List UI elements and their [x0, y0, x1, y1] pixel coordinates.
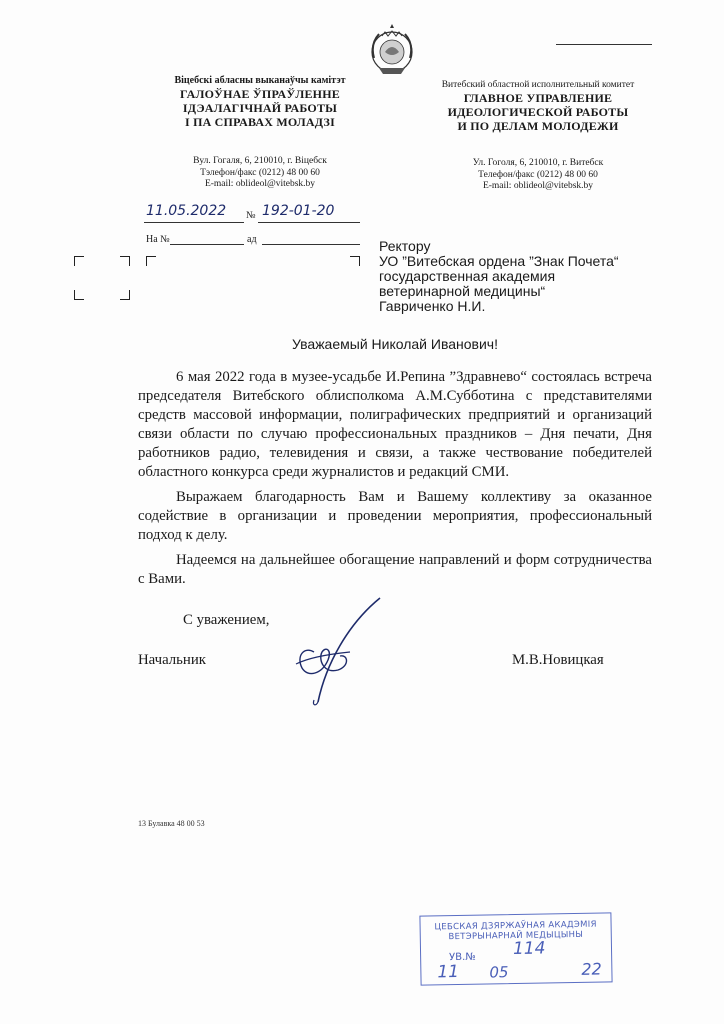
recipient-block [379, 239, 679, 314]
reg-line-ad [262, 244, 360, 245]
header-left-phone: Тэлефон/факс (0212) 48 00 60 [200, 167, 320, 178]
header-right-title-2: ИДЕОЛОГИЧЕСКОЙ РАБОТЫ [447, 105, 629, 119]
letter-paragraph-2: Выражаем благодарность Вам и Вашему коллективу за оказанное содействие в организации и проведении мероприятия, профессиональный подход к делу. [138, 489, 652, 543]
corner-mark-tr [120, 256, 130, 266]
recipient-org-2: государственная академия [379, 268, 556, 284]
corner-mark-tl-2 [146, 256, 156, 266]
stamp-line-2: ВЕТЭРЫНАРНАЙ МЕДЫЦЫНЫ [448, 929, 584, 943]
closing: С уважением, [183, 612, 270, 628]
recipient-name: Гавриченко Н.И. [379, 298, 486, 314]
header-right-street: Ул. Гоголя, 6, 210010, г. Витебск [472, 158, 604, 168]
emblem-icon [365, 22, 419, 78]
signature-icon [278, 594, 398, 714]
header-left-email: E-mail: oblideol@vitebsk.by [204, 179, 316, 189]
stamp-year: 22 [581, 959, 602, 979]
stamp-line-1: ЦЕБСКАЯ ДЗЯРЖАЎНАЯ АКАДЭМІЯ [434, 919, 597, 933]
header-left [150, 75, 370, 129]
reg-line-number [258, 222, 360, 223]
signer-name: М.В.Новицкая [512, 652, 604, 668]
print-note: 13 Булавка 48 00 53 [138, 819, 205, 828]
reg-number: 192-01-20 [262, 203, 335, 219]
header-left-title-1: ГАЛОЎНАЕ ЎПРАЎЛЕННЕ [180, 87, 340, 101]
header-right [428, 79, 648, 133]
reg-na-label: На № [146, 234, 170, 245]
recipient-org-3: ветеринарной медицины“ [379, 283, 546, 299]
reg-line-na [170, 244, 244, 245]
header-right-email: E-mail: oblideol@vitebsk.by [482, 181, 594, 191]
reg-no-label: № [246, 210, 256, 221]
corner-mark-bl [74, 290, 84, 300]
header-right-org: Витебский областной исполнительный комитет [441, 80, 635, 90]
recipient-org-1: УО ”Витебская ордена ”Знак Почета“ [379, 253, 619, 269]
stamp-day: 11 [437, 961, 460, 983]
recipient-position: Ректору [379, 238, 431, 254]
header-right-phone: Телефон/факс (0212) 48 00 60 [478, 169, 598, 180]
corner-mark-tr-2 [350, 256, 360, 266]
letter-paragraph-3: Надеемся на дальнейшее обогащение направлений и форм сотрудничества с Вами. [138, 552, 652, 587]
corner-mark-br [120, 290, 130, 300]
header-left-title-2: ІДЭАЛАГІЧНАЙ РАБОТЫ [182, 101, 338, 115]
header-left-org: Віцебскі абласны выканаўчы камітэт [174, 75, 346, 86]
header-left-street: Вул. Гогаля, 6, 210010, г. Віцебск [193, 156, 327, 166]
stamp-month: 05 [489, 963, 509, 982]
reg-ad-label: ад [247, 234, 257, 245]
letter-paragraph-1: 6 мая 2022 года в музее-усадьбе И.Репина ”Здравнево“ состоялась встреча председателя Витебского облисполкома А.М.Субботина с представителями средств массовой информации, полиграфических предприятий и организаций связи области по случаю профессиональных праздников – Дня печати, Дня работников радио, телевидения и связи, а также чествование победителей областного конкурса среди журналистов и редакций СМИ. [138, 369, 652, 480]
header-right-title-3: И ПО ДЕЛАМ МОЛОДЕЖИ [457, 119, 619, 133]
incoming-stamp [419, 912, 612, 985]
header-left-title-3: І ПА СПРАВАХ МОЛАДЗІ [185, 115, 335, 129]
letter-body [138, 368, 652, 595]
signer-position: Начальник [138, 652, 206, 668]
reg-line-date [144, 222, 244, 223]
header-left-address [150, 156, 370, 191]
salutation: Уважаемый Николай Иванович! [292, 336, 498, 352]
top-right-line [556, 44, 652, 45]
reg-date: 11.05.2022 [146, 203, 227, 219]
stamp-number: 114 [512, 938, 546, 960]
stamp-no-label: УВ.№ [449, 951, 476, 964]
corner-mark-tl [74, 256, 84, 266]
header-right-address [428, 158, 648, 193]
header-right-title-1: ГЛАВНОЕ УПРАВЛЕНИЕ [463, 91, 613, 105]
